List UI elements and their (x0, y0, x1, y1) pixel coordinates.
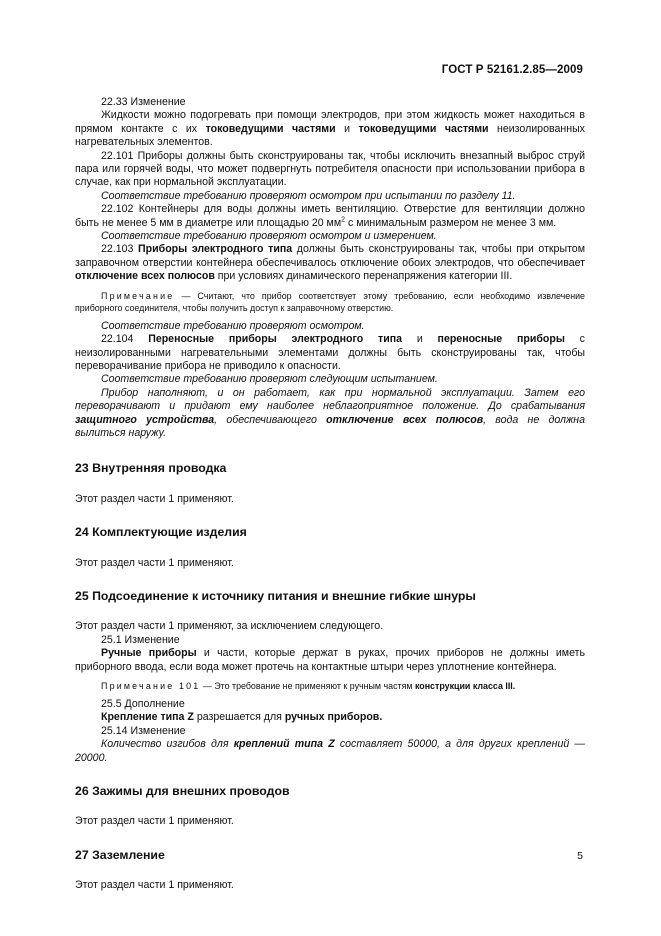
clause-25-14-text (75, 738, 585, 765)
clause-22-33-label: 22.33 Изменение (101, 96, 186, 108)
text-run: Прибор наполняют, и он работает, как при нормальной эксплуатации. Затем его переворачивают и придают ему наиболее неблагоприятное положение. До срабатывания (75, 386, 585, 413)
compliance-22-101: Соответствие требованию проверяют осмотром при испытании по разделу 11. (101, 189, 516, 202)
section-24-title: 24 Комплектующие изделия (75, 525, 247, 540)
section-27-title: 27 Заземление (75, 847, 165, 862)
page-content (75, 96, 585, 893)
section-24 (75, 526, 585, 539)
term-type-z-attachment: Крепление типа Z (101, 711, 194, 724)
text-run: и (402, 333, 438, 346)
note-label: Примечание 101 (101, 681, 201, 691)
test-description-22-104 (75, 387, 585, 441)
section-25-title: 25 Подсоединение к источнику питания и внешние гибкие шнуры (75, 588, 476, 603)
clause-25-1-text (75, 647, 585, 674)
page-number: 5 (577, 850, 583, 862)
text-run: с минимальным размером не менее 3 мм. (345, 216, 557, 229)
text-run: с неизолированными нагревательными элементами должны быть сконструированы так, чтобы переворачивание прибора не приводило к опасности. (75, 333, 585, 372)
term-protective-device: защитного устройства (75, 413, 215, 426)
superscript: 2 (341, 216, 346, 224)
note-22-103 (75, 290, 585, 314)
section-26 (75, 785, 585, 798)
note-label: Примечание (101, 290, 175, 301)
text-run: , обеспечивающего (214, 413, 327, 426)
clause-25-1-label: 25.1 Изменение (101, 633, 180, 646)
clause-25-14-label: 25.14 Изменение (101, 724, 186, 737)
clause-22-102 (75, 203, 585, 230)
section-26-title: 26 Зажимы для внешних проводов (75, 784, 290, 799)
section-27 (75, 849, 585, 862)
section-23-text: Этот раздел части 1 применяют. (75, 492, 234, 505)
section-27-text: Этот раздел части 1 применяют. (75, 879, 234, 892)
text-run: Количество изгибов для (101, 738, 234, 751)
text-run: составляет 50000, а для других креплений — 20000. (75, 738, 586, 764)
section-24-text: Этот раздел части 1 применяют. (75, 556, 234, 569)
clause-22-103 (75, 243, 585, 283)
term-electrode-type: Приборы электродного типа (138, 243, 293, 256)
text-run: 22.102 Контейнеры для воды должны иметь вентиляцию. Отверстие для вентиляции должно быть не менее 5 мм в диаметре или площадью 20 мм (75, 203, 585, 229)
term-hand-held-appliances: ручных приборов. (284, 711, 383, 724)
clause-22-101: 22.101 Приборы должны быть сконструированы так, чтобы исключить внезапный выброс струй пара или горячей воды, что может подвергнуть потребителя опасности при использовании прибора в случае, как при нормальной эксплуатации. (75, 149, 585, 189)
text-run: при условиях динамического перенапряжения категории III. (214, 270, 513, 283)
text-run: и части, которые держат в руках, прочих приборов не должны иметь приборного ввода, если вода может протечь на контактные штыри через уплотнение контейнера. (75, 647, 585, 673)
text-run: 22.104 (101, 333, 149, 346)
section-26-text: Этот раздел части 1 применяют. (75, 815, 234, 828)
text-run: Жидкости можно подогревать при помощи электродов, при этом жидкость может находиться в прямом контакте с их (75, 109, 585, 135)
note-text: — Это требование не применяют к ручным частям (200, 681, 415, 691)
compliance-22-103: Соответствие требованию проверяют осмотром. (101, 319, 365, 332)
text-run: и (335, 122, 359, 135)
term-live-parts: токоведущими частями (358, 122, 489, 135)
text-run: неизолированных нагревательных элементов. (75, 122, 585, 149)
note-text: — Считают, что прибор соответствует этому требованию, если необходимо извлечение приборного соединителя, чтобы получить доступ к заправочному отверстию. (75, 290, 585, 313)
document-id-header: ГОСТ Р 52161.2.85—2009 (441, 64, 583, 76)
term-all-pole-disconnection: отключение всех полюсов (75, 270, 215, 283)
term-all-pole-disconnection: отключение всех полюсов (326, 413, 484, 426)
clause-25-5-label: 25.5 Дополнение (101, 698, 185, 710)
text-run: разрешается для (193, 711, 285, 724)
note-101 (75, 680, 585, 692)
section-25-intro: Этот раздел части 1 применяют, за исключением следующего. (75, 620, 384, 633)
term-portable-electrode: Переносные приборы электродного типа (148, 333, 403, 346)
text-run: 22.103 (101, 243, 139, 256)
clause-22-33-text (75, 109, 585, 149)
term-type-z-attachments: креплений типа Z (233, 738, 335, 751)
term-hand-held-appliances: Ручные приборы (101, 647, 197, 660)
compliance-22-102: Соответствие требованию проверяют осмотром и измерением. (101, 230, 437, 243)
term-live-parts: токоведущими частями (205, 122, 336, 135)
section-23-title: 23 Внутренняя проводка (75, 461, 227, 476)
clause-22-104 (75, 333, 585, 373)
clause-25-5-text (75, 711, 585, 724)
term-portable-appliances: переносные приборы (437, 333, 565, 346)
section-23 (75, 462, 585, 475)
section-25 (75, 590, 585, 603)
compliance-22-104: Соответствие требованию проверяют следующим испытанием. (101, 373, 438, 386)
term-class-iii: конструкции класса III. (414, 681, 516, 691)
text-run: должны быть сконструированы так, чтобы при открытом заправочном отверстии контейнера обеспечивалось отключение обоих электродов, что обеспечивает (75, 243, 585, 269)
text-run: , вода не должна вылиться наружу. (75, 413, 585, 439)
